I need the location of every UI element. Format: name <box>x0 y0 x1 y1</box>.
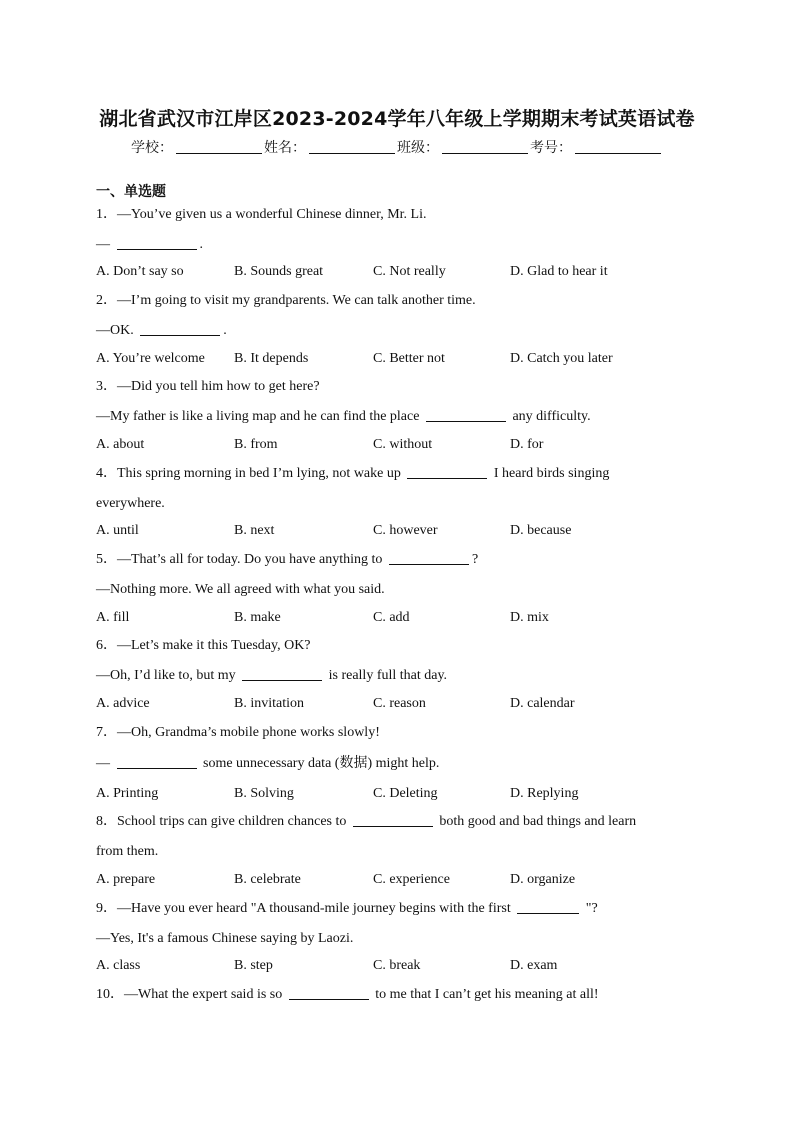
option-c[interactable]: C. Better not <box>373 351 445 366</box>
answer-blank[interactable] <box>426 408 506 422</box>
name-blank[interactable] <box>309 139 395 154</box>
answer-blank[interactable] <box>517 900 579 914</box>
option-a[interactable]: A. until <box>96 523 139 538</box>
option-b[interactable]: B. Solving <box>234 786 294 801</box>
option-d[interactable]: D. Catch you later <box>510 351 613 366</box>
question-8-cont: from them. <box>96 844 159 859</box>
question-10: 10．—What the expert said is so to me that I can’t get his meaning at all! <box>96 987 599 1002</box>
answer-blank[interactable] <box>117 236 197 250</box>
name-label: 姓名： <box>264 140 306 156</box>
answer-blank[interactable] <box>289 986 369 1000</box>
question-9: 9．—Have you ever heard "A thousand-mile journey begins with the first "? <box>96 901 598 916</box>
question-1-reply: — . <box>96 237 203 252</box>
question-8: 8．School trips can give children chances to both good and bad things and learn <box>96 814 637 829</box>
option-a[interactable]: A. Don’t say so <box>96 264 184 279</box>
question-4: 4．This spring morning in bed I’m lying, not wake up I heard birds singing <box>96 466 610 481</box>
option-d[interactable]: D. mix <box>510 610 549 625</box>
answer-blank[interactable] <box>140 322 220 336</box>
option-c[interactable]: C. however <box>373 523 438 538</box>
option-c[interactable]: C. experience <box>373 872 450 887</box>
option-b[interactable]: B. from <box>234 437 278 452</box>
question-3: 3．—Did you tell him how to get here? <box>96 379 320 394</box>
section-title: 一、单选题 <box>96 184 166 200</box>
option-b[interactable]: B. step <box>234 958 273 973</box>
option-b[interactable]: B. make <box>234 610 281 625</box>
option-a[interactable]: A. class <box>96 958 141 973</box>
option-d[interactable]: D. Replying <box>510 786 579 801</box>
option-d[interactable]: D. calendar <box>510 696 575 711</box>
option-a[interactable]: A. about <box>96 437 145 452</box>
option-c[interactable]: C. without <box>373 437 433 452</box>
question-5: 5．—That’s all for today. Do you have anything to ? <box>96 552 479 567</box>
option-c[interactable]: C. Not really <box>373 264 446 279</box>
exam-number-label: 考号： <box>530 140 572 156</box>
option-b[interactable]: B. It depends <box>234 351 309 366</box>
option-a[interactable]: A. fill <box>96 610 130 625</box>
answer-blank[interactable] <box>407 465 487 479</box>
class-blank[interactable] <box>442 139 528 154</box>
answer-blank[interactable] <box>389 551 469 565</box>
question-5-reply: —Nothing more. We all agreed with what you said. <box>96 582 385 597</box>
option-c[interactable]: C. break <box>373 958 421 973</box>
option-d[interactable]: D. exam <box>510 958 558 973</box>
question-1: 1．—You’ve given us a wonderful Chinese dinner, Mr. Li. <box>96 207 427 222</box>
question-6-reply: —Oh, I’d like to, but my is really full that day. <box>96 668 448 683</box>
option-d[interactable]: D. organize <box>510 872 576 887</box>
question-9-reply: —Yes, It's a famous Chinese saying by Laozi. <box>96 931 354 946</box>
question-6: 6．—Let’s make it this Tuesday, OK? <box>96 638 311 653</box>
answer-blank[interactable] <box>117 755 197 769</box>
option-c[interactable]: C. Deleting <box>373 786 438 801</box>
option-d[interactable]: D. because <box>510 523 572 538</box>
answer-blank[interactable] <box>242 667 322 681</box>
class-label: 班级： <box>397 140 439 156</box>
answer-blank[interactable] <box>353 813 433 827</box>
option-a[interactable]: A. prepare <box>96 872 156 887</box>
option-b[interactable]: B. invitation <box>234 696 304 711</box>
question-2: 2．—I’m going to visit my grandparents. We can talk another time. <box>96 293 476 308</box>
option-a[interactable]: A. You’re welcome <box>96 351 205 366</box>
question-2-reply: —OK. . <box>96 323 227 338</box>
question-4-cont: everywhere. <box>96 496 165 511</box>
school-label: 学校： <box>131 140 173 156</box>
option-b[interactable]: B. Sounds great <box>234 264 324 279</box>
option-b[interactable]: B. celebrate <box>234 872 301 887</box>
exam-number-blank[interactable] <box>575 139 661 154</box>
option-c[interactable]: C. reason <box>373 696 426 711</box>
student-info-row <box>0 137 794 157</box>
option-d[interactable]: D. Glad to hear it <box>510 264 608 279</box>
option-c[interactable]: C. add <box>373 610 410 625</box>
option-a[interactable]: A. advice <box>96 696 150 711</box>
option-b[interactable]: B. next <box>234 523 275 538</box>
school-blank[interactable] <box>176 139 262 154</box>
option-a[interactable]: A. Printing <box>96 786 159 801</box>
question-3-reply: —My father is like a living map and he can find the place any difficulty. <box>96 409 591 424</box>
option-d[interactable]: D. for <box>510 437 544 452</box>
question-7-reply: — some unnecessary data (数据) might help. <box>96 756 440 771</box>
page-title: 湖北省武汉市江岸区2023-2024学年八年级上学期期末考试英语试卷 <box>99 108 695 130</box>
question-7: 7．—Oh, Grandma’s mobile phone works slowly! <box>96 725 380 740</box>
